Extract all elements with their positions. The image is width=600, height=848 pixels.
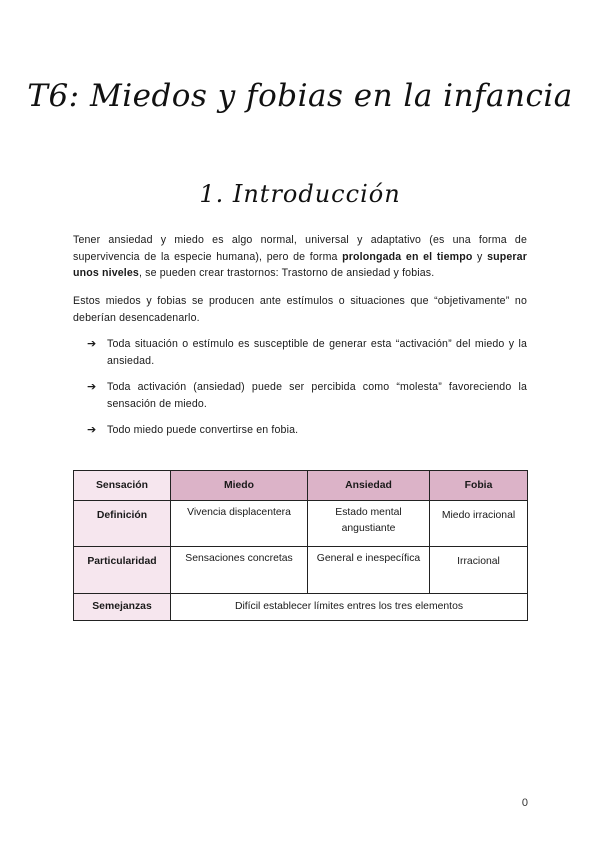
table-row — [74, 501, 528, 547]
table-cell: Sensaciones concretas — [171, 547, 308, 594]
table-row — [74, 594, 528, 621]
bullet-list — [73, 336, 527, 449]
arrow-icon: ➔ — [87, 338, 97, 350]
row-label: Semejanzas — [74, 594, 171, 621]
table-cell: Irracional — [430, 547, 528, 594]
table-row — [74, 547, 528, 594]
comparison-table — [73, 470, 528, 621]
header-cell: Miedo — [171, 471, 308, 501]
row-label: Definición — [74, 501, 171, 547]
header-cell: Fobia — [430, 471, 528, 501]
table-cell: Vivencia displacentera — [171, 501, 308, 547]
table-cell: General e inespecífica — [308, 547, 430, 594]
bullet-text: Toda activación (ansiedad) puede ser percibida como “molesta” favoreciendo la sensación de miedo. — [107, 381, 527, 410]
row-label: Particularidad — [74, 547, 171, 594]
intro-paragraph — [73, 232, 527, 282]
list-item — [73, 379, 527, 412]
intro-bold-2: superar unos niveles — [73, 250, 527, 279]
intro-bold-1: prolongada en el tiempo — [342, 250, 473, 263]
second-paragraph: Estos miedos y fobias se producen ante estímulos o situaciones que “objetivamente” no deberían desencadenarlo. — [73, 295, 527, 324]
bullet-text: Todo miedo puede convertirse en fobia. — [107, 424, 299, 436]
list-item — [73, 336, 527, 369]
page-number: 0 — [521, 797, 528, 809]
table-cell: Miedo irracional — [430, 501, 528, 547]
intro-text-1: Tener ansiedad y miedo es algo normal, universal y adaptativo (es una forma de supervivencia de la especie humana), pero de forma — [73, 234, 527, 263]
arrow-icon: ➔ — [87, 381, 97, 393]
merged-cell: Difícil establecer límites entres los tres elementos — [171, 594, 528, 621]
header-cell: Ansiedad — [308, 471, 430, 501]
arrow-icon: ➔ — [87, 424, 97, 436]
intro-text-2: y — [472, 250, 488, 263]
header-cell: Sensación — [74, 471, 171, 501]
intro-text-3: , se pueden crear trastornos: Trastorno de ansiedad y fobias. — [138, 267, 435, 279]
bullet-text: Toda situación o estímulo es susceptible de generar esta “activación” del miedo y la ansiedad. — [107, 338, 527, 367]
table-cell: Estado mental angustiante — [308, 501, 430, 547]
section-title: 1. Introducción — [199, 180, 401, 208]
list-item — [73, 422, 527, 439]
page-title: T6: Miedos y fobias en la infancia — [27, 78, 573, 114]
table-header-row — [74, 471, 528, 501]
